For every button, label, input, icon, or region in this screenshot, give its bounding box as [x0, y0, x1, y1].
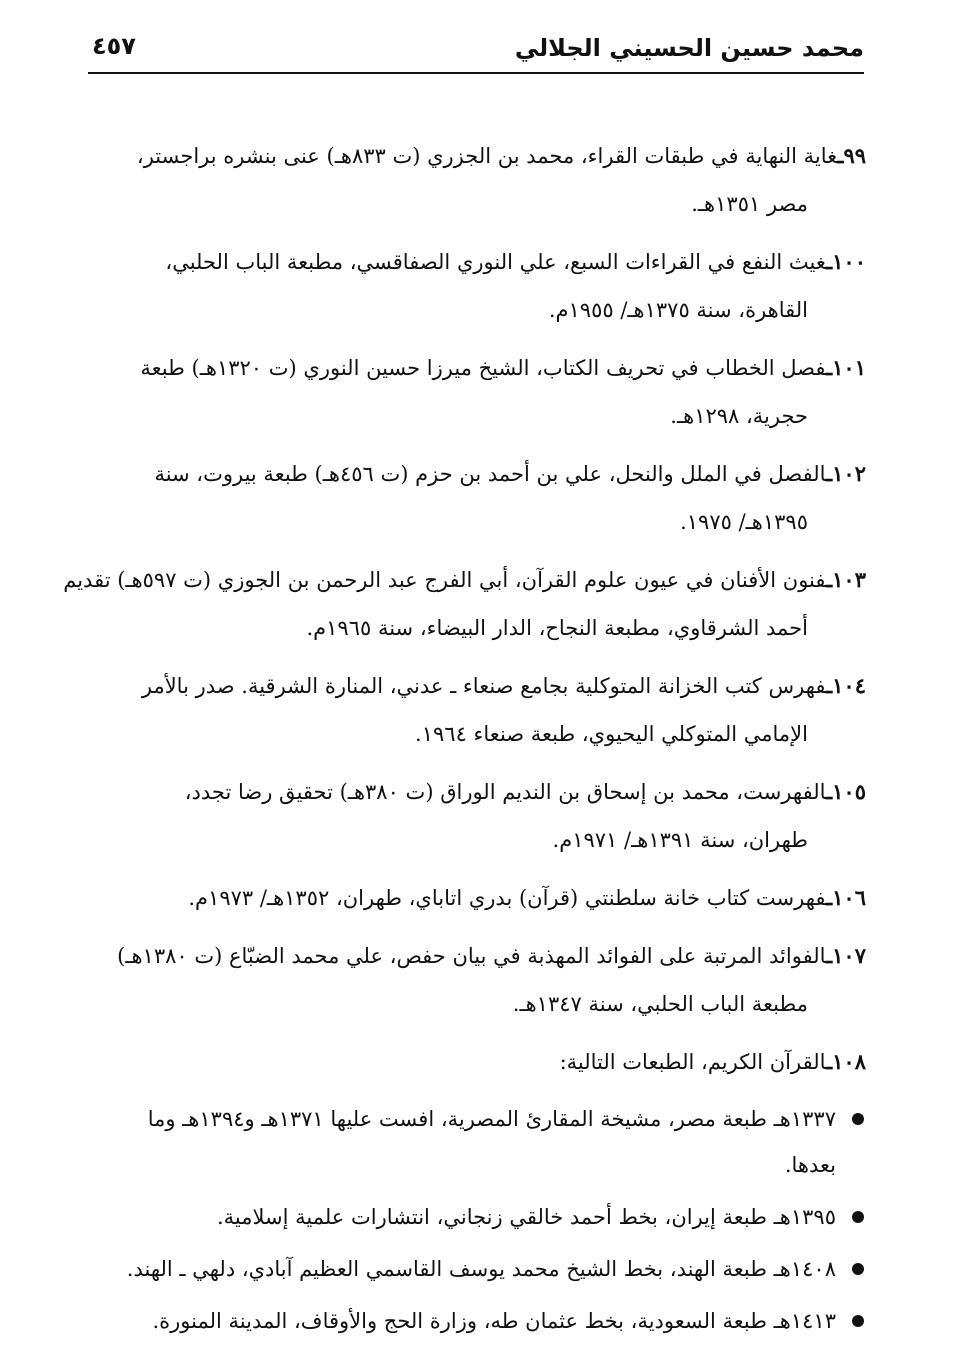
entry-text: غيث النفع في القراءات السبع، علي النوري الصفاقسي، مطبعة الباب الحلبي، [165, 250, 826, 274]
entry-number: ٩٩ـ [837, 143, 866, 168]
bullet-dot-icon [852, 1263, 864, 1275]
bullet-text: ١٣٣٧هـ طبعة مصر، مشيخة المقارئ المصرية، افست عليها ١٣٧١هـ و١٣٩٤هـ وما [147, 1107, 836, 1131]
entry-first-line [86, 768, 866, 816]
entry-first-line [86, 874, 866, 922]
bullet-text: ١٣٩٥هـ طبعة إيران، بخط أحمد خالقي زنجاني، انتشارات علمية إسلامية. [216, 1205, 836, 1229]
bibliography-list [63, 132, 866, 1350]
entry-first-line [63, 556, 866, 604]
bullet-dot-icon [852, 1315, 864, 1327]
entry-continuation-line: ١٣٩٥هـ/ ١٩٧٥. [680, 510, 808, 534]
entry-text: فصل الخطاب في تحريف الكتاب، الشيخ ميرزا حسين النوري (ت ١٣٢٠هـ) طبعة [140, 356, 826, 380]
entry-continuation-line: مطبعة الباب الحلبي، سنة ١٣٤٧هـ. [512, 992, 808, 1016]
page-number: ٤٥٧ [92, 32, 136, 60]
bullet-dot-icon [852, 1211, 864, 1223]
entry-continuation-line: القاهرة، سنة ١٣٧٥هـ/ ١٩٥٥م. [548, 298, 808, 322]
entry-first-line [86, 662, 866, 710]
page-header [88, 28, 864, 74]
entry-continuation-line: أحمد الشرقاوي، مطبعة النجاح، الدار البيضاء، سنة ١٩٦٥م. [306, 616, 808, 640]
edition-bullet-item [86, 1194, 866, 1240]
edition-bullet-item [86, 1246, 866, 1292]
bibliography-entry [86, 662, 866, 758]
running-header-title: محمد حسين الحسيني الجلالي [514, 34, 864, 62]
bibliography-entry [86, 874, 866, 922]
entry-text: فهرس كتب الخزانة المتوكلية بجامع صنعاء ـ عدني، المنارة الشرقية. صدر بالأمر [141, 674, 826, 698]
bibliography-entry [86, 450, 866, 546]
entry-text: الفهرست، محمد بن إسحاق بن النديم الوراق (ت ٣٨٠هـ) تحقيق رضا تجدد، [184, 780, 826, 804]
entry-number: ١٠٤ـ [826, 673, 866, 698]
bibliography-entry [86, 932, 866, 1028]
entry-text: فهرست كتاب خانة سلطنتي (قرآن) بدري اتاباي، طهران، ١٣٥٢هـ/ ١٩٧٣م. [188, 886, 826, 910]
entry-text: الفوائد المرتبة على الفوائد المهذبة في بيان حفص، علي محمد الضبّاع (ت ١٣٨٠هـ) [117, 944, 826, 968]
bibliography-entry [63, 556, 866, 652]
entry-continuation-line: حجرية، ١٢٩٨هـ. [670, 404, 808, 428]
entry-first-line [86, 344, 866, 392]
entry-text: الفصل في الملل والنحل، علي بن أحمد بن حزم (ت ٤٥٦هـ) طبعة بيروت، سنة [154, 462, 826, 486]
entry-number: ١٠٠ـ [826, 249, 866, 274]
bullet-text: ١٤١٣هـ طبعة السعودية، بخط عثمان طه، وزارة الحج والأوقاف، المدينة المنورة. [152, 1309, 836, 1333]
bibliography-entry [86, 768, 866, 864]
bullet-continuation-line: بعدها. [784, 1153, 836, 1177]
entry-continuation-line: الإمامي المتوكلي اليحيوي، طبعة صنعاء ١٩٦٤. [415, 722, 808, 746]
entry-first-line [86, 932, 866, 980]
entry-number: ١٠٦ـ [826, 885, 866, 910]
bullet-text: ١٤٠٨هـ طبعة الهند، بخط الشيخ محمد يوسف القاسمي العظيم آبادي، دلهي ـ الهند. [126, 1257, 836, 1281]
bibliography-entry [86, 132, 866, 228]
entry-first-line [86, 132, 866, 180]
entry-continuation-line: طهران، سنة ١٣٩١هـ/ ١٩٧١م. [552, 828, 808, 852]
entry-text: غاية النهاية في طبقات القراء، محمد بن الجزري (ت ٨٣٣هـ) عنى بنشره براجستر، [136, 144, 838, 168]
entry-first-line [86, 238, 866, 286]
entry-number: ١٠٣ـ [826, 567, 866, 592]
bibliography-entry [86, 344, 866, 440]
bullet-dot-icon [852, 1113, 864, 1125]
edition-bullet-item [86, 1298, 866, 1344]
entry-number: ١٠٥ـ [826, 779, 866, 804]
edition-bullet-item [86, 1096, 866, 1188]
bibliography-entry [86, 238, 866, 334]
entry-text: فنون الأفنان في عيون علوم القرآن، أبي الفرج عبد الرحمن بن الجوزي (ت ٥٩٧هـ) تقديم [63, 568, 826, 592]
entry-number: ١٠١ـ [826, 355, 866, 380]
entry-first-line [86, 450, 866, 498]
edition-bullet-list [86, 1096, 866, 1344]
entry-text: القرآن الكريم، الطبعات التالية: [559, 1050, 826, 1074]
entry-number: ١٠٢ـ [826, 461, 866, 486]
entry-first-line [86, 1038, 866, 1086]
entry-number: ١٠٧ـ [826, 943, 866, 968]
entry-continuation-line: مصر ١٣٥١هـ. [691, 192, 808, 216]
entry-number: ١٠٨ـ [826, 1049, 866, 1074]
bibliography-entry [86, 1038, 866, 1086]
